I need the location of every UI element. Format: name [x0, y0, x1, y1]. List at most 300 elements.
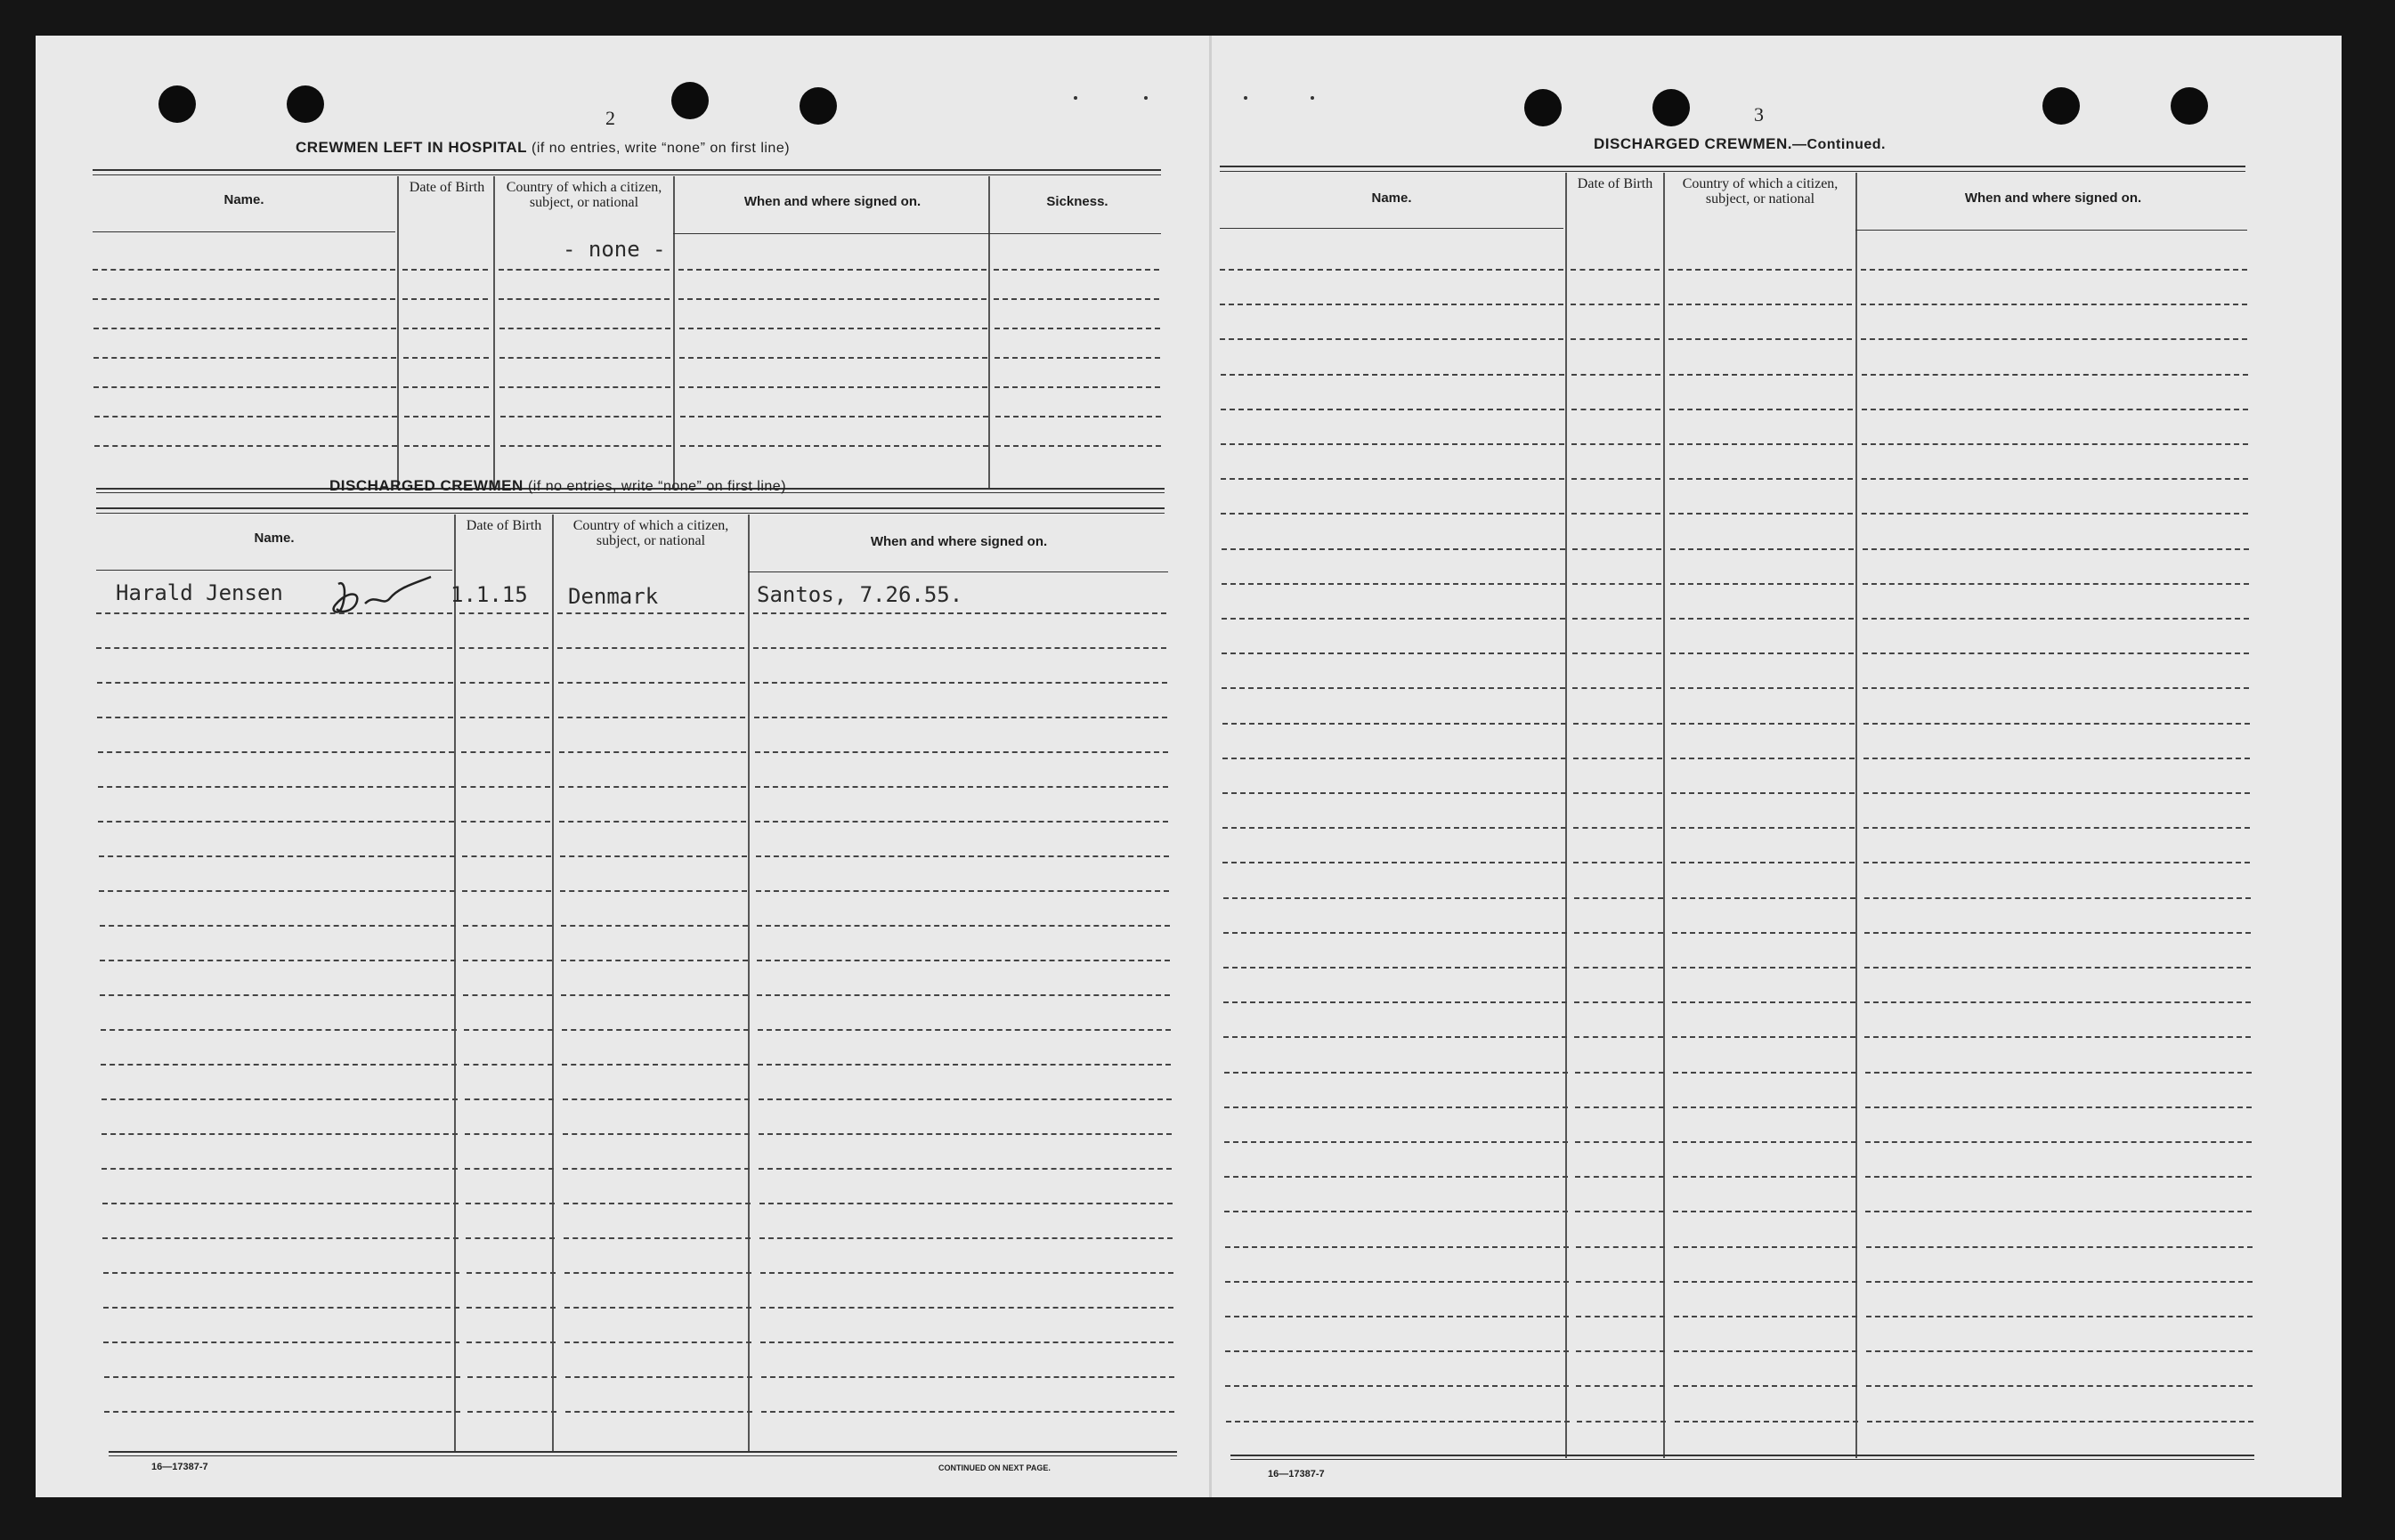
ruled-line [1863, 583, 2249, 585]
ruled-line [1865, 1141, 2252, 1143]
ruled-line [1670, 687, 1854, 689]
ruled-line [1863, 758, 2250, 759]
ruled-line [1671, 862, 1855, 863]
ruled-line [761, 1376, 1174, 1378]
col-country-header: Country of which a citizen, subject, or national [506, 180, 662, 210]
ruled-line [99, 890, 455, 892]
ruled-line [101, 1133, 458, 1135]
ruled-line [1223, 967, 1567, 969]
ruled-line [1864, 932, 2251, 934]
ruled-line [1675, 1421, 1858, 1422]
discharged-title: DISCHARGED CREWMEN [329, 477, 524, 494]
ruled-line [1571, 304, 1660, 305]
ruled-line [1866, 1316, 2253, 1317]
ruled-line [1575, 1176, 1664, 1178]
ruled-line [1571, 409, 1660, 410]
ruled-line [1220, 269, 1563, 271]
ruled-line [461, 751, 550, 753]
ruled-line [404, 416, 490, 417]
ruled-line [1221, 513, 1564, 515]
ruled-line [98, 786, 454, 788]
ruled-line [1672, 932, 1855, 934]
ruled-line [755, 821, 1168, 823]
discharged-title: DISCHARGED CREWMEN. [1594, 135, 1792, 152]
ruled-line [753, 647, 1166, 649]
ruled-line [499, 269, 670, 271]
ruled-line [759, 1098, 1172, 1100]
col-signed-header: When and where signed on. [1964, 190, 2142, 206]
ruled-line [1224, 1106, 1568, 1108]
ruled-line [1223, 932, 1567, 934]
ruled-line [558, 682, 745, 684]
ruled-line [1866, 1385, 2253, 1387]
ruled-line [97, 682, 453, 684]
ruled-line [565, 1411, 752, 1413]
ruled-line [560, 890, 747, 892]
ruled-line [1573, 758, 1662, 759]
ruled-line [1863, 687, 2249, 689]
ruled-line [1573, 723, 1662, 725]
ruled-line [1575, 1106, 1664, 1108]
ruled-line [1674, 1385, 1857, 1387]
ruled-line [561, 925, 748, 927]
ruled-line [94, 445, 397, 447]
ruled-line [1572, 687, 1661, 689]
ruled-line [463, 960, 552, 961]
ruled-line [759, 1168, 1172, 1170]
ruled-line [1576, 1316, 1665, 1317]
ruled-line [679, 328, 987, 329]
ruled-line [1674, 1281, 1857, 1283]
ruled-line [760, 1307, 1173, 1309]
col-sickness-header: Sickness. [1046, 194, 1108, 209]
ruled-line [558, 717, 745, 718]
ruled-line [760, 1272, 1173, 1274]
ruled-line [1573, 827, 1662, 829]
ruled-line [459, 647, 548, 649]
ruled-line [1572, 548, 1661, 550]
crewman-name: Harald Jensen [116, 580, 283, 605]
col-dob-header: Date of Birth [466, 518, 542, 533]
ruled-line [1220, 304, 1563, 305]
ledger-sheet [36, 36, 2342, 1497]
ruled-line [1673, 1072, 1856, 1074]
ruled-line [1220, 338, 1563, 340]
ruled-line [1576, 1281, 1665, 1283]
ruled-line [564, 1203, 751, 1204]
ruled-line [459, 612, 548, 614]
ruled-line [93, 298, 395, 300]
ruled-line [1862, 409, 2248, 410]
ruled-line [995, 416, 1161, 417]
ruled-line [402, 298, 488, 300]
ruled-line [1571, 478, 1660, 480]
col-name-header: Name. [254, 531, 295, 546]
ruled-line [1574, 932, 1663, 934]
ruled-line [464, 1064, 553, 1066]
discharged-instruction: (if no entries, write “none” on first line) [527, 479, 787, 494]
ruled-line [1861, 338, 2247, 340]
ruled-line [467, 1376, 556, 1378]
ruled-line [1672, 897, 1855, 899]
ruled-line [1225, 1246, 1569, 1248]
ruled-line [500, 416, 671, 417]
ruled-line [1224, 1211, 1568, 1212]
ruled-line [995, 357, 1160, 359]
ruled-line [1674, 1316, 1857, 1317]
ruled-line [1864, 967, 2251, 969]
ruled-line [1575, 1072, 1664, 1074]
ruled-line [1226, 1421, 1570, 1422]
ruled-line [466, 1237, 555, 1239]
ruled-line [1671, 827, 1855, 829]
ruled-line [1865, 1106, 2252, 1108]
ruled-line [1668, 304, 1852, 305]
ruled-line [1573, 862, 1662, 863]
ruled-line [1865, 1072, 2252, 1074]
ruled-line [1671, 723, 1855, 725]
ruled-line [564, 1237, 751, 1239]
ruled-line [1221, 478, 1564, 480]
ruled-line [1861, 304, 2247, 305]
ruled-line [462, 890, 551, 892]
ruled-line [753, 612, 1166, 614]
ruled-line [563, 1098, 750, 1100]
ruled-line [97, 717, 453, 718]
ruled-line [1864, 1001, 2251, 1003]
ruled-line [1221, 443, 1564, 445]
ruled-line [995, 386, 1160, 388]
ruled-line [1223, 1001, 1567, 1003]
ruled-line [561, 960, 748, 961]
ruled-line [1222, 827, 1566, 829]
ruled-line [1865, 1176, 2252, 1178]
ruled-line [561, 994, 748, 996]
ruled-line [463, 994, 552, 996]
ruled-line [500, 445, 671, 447]
ruled-line [467, 1307, 556, 1309]
ruled-line [1672, 967, 1855, 969]
ruled-line [1671, 758, 1855, 759]
col-dob-header: Date of Birth [409, 180, 485, 195]
ruled-line [562, 1029, 749, 1031]
ruled-line [1673, 1176, 1856, 1178]
ruled-line [557, 647, 744, 649]
ruled-line [1863, 652, 2249, 654]
ruled-line [1867, 1421, 2253, 1422]
ruled-line [93, 269, 395, 271]
left-page [36, 36, 1193, 1497]
ruled-line [463, 925, 552, 927]
form-number: 16—17387-7 [151, 1462, 208, 1472]
ruled-line [96, 612, 452, 614]
ruled-line [1572, 618, 1661, 620]
ruled-line [467, 1411, 556, 1413]
ruled-line [403, 357, 489, 359]
ruled-line [1674, 1350, 1857, 1352]
ruled-line [756, 890, 1169, 892]
ruled-line [103, 1307, 459, 1309]
ruled-line [100, 925, 456, 927]
ruled-line [1863, 827, 2250, 829]
ruled-line [758, 1029, 1171, 1031]
ruled-line [98, 751, 454, 753]
ruled-line [1863, 548, 2249, 550]
discharged-continued-title [1594, 135, 1886, 153]
ruled-line [559, 786, 746, 788]
ruled-line [1865, 1211, 2252, 1212]
ruled-line [464, 1029, 553, 1031]
ruled-line [465, 1168, 554, 1170]
continued-note: CONTINUED ON NEXT PAGE. [938, 1463, 1051, 1472]
ruled-line [499, 357, 670, 359]
ruled-line [1574, 897, 1663, 899]
ruled-line [1576, 1350, 1665, 1352]
ruled-line [402, 269, 488, 271]
ruled-line [93, 357, 396, 359]
ruled-line [1862, 513, 2248, 515]
ruled-line [1669, 513, 1853, 515]
ruled-line [1862, 374, 2248, 376]
ruled-line [1577, 1421, 1666, 1422]
ruled-line [460, 717, 549, 718]
ruled-line [1221, 409, 1564, 410]
ruled-line [1671, 792, 1855, 794]
ruled-line [1225, 1350, 1569, 1352]
ruled-line [1224, 1176, 1568, 1178]
ruled-line [1222, 758, 1566, 759]
ruled-line [754, 717, 1167, 718]
ruled-line [761, 1411, 1174, 1413]
ruled-line [1670, 548, 1854, 550]
ruled-line [99, 855, 455, 857]
ruled-line [560, 855, 747, 857]
ruled-line [466, 1203, 555, 1204]
ruled-line [678, 298, 986, 300]
ruled-line [1673, 1106, 1856, 1108]
ruled-line [103, 1272, 459, 1274]
ruled-line [1574, 967, 1663, 969]
ruled-line [1863, 723, 2250, 725]
ruled-line [564, 1272, 751, 1274]
ruled-line [1222, 548, 1565, 550]
ruled-line [1863, 862, 2250, 863]
ruled-line [1571, 269, 1660, 271]
page-number: 2 [605, 107, 615, 129]
ruled-line [755, 786, 1168, 788]
ruled-line [995, 445, 1161, 447]
ruled-line [1670, 652, 1854, 654]
ruled-line [1571, 443, 1660, 445]
ruled-line [101, 1098, 458, 1100]
ruled-line [1866, 1281, 2253, 1283]
crewman-country: Denmark [568, 584, 659, 609]
ruled-line [1222, 687, 1565, 689]
ruled-line [100, 960, 456, 961]
ruled-line [462, 855, 551, 857]
ruled-line [1673, 1211, 1856, 1212]
col-dob-header: Date of Birth [1577, 176, 1653, 191]
ruled-line [1861, 269, 2247, 271]
ruled-line [679, 357, 987, 359]
ruled-line [1222, 652, 1565, 654]
ruled-line [758, 1064, 1171, 1066]
hospital-title: CREWMEN LEFT IN HOSPITAL [296, 139, 527, 156]
ruled-line [1574, 1036, 1663, 1038]
ruled-line [1572, 652, 1661, 654]
ruled-line [562, 1064, 749, 1066]
ruled-line [994, 269, 1159, 271]
crewman-signed-on: Santos, 7.26.55. [757, 582, 963, 607]
ruled-line [1572, 583, 1661, 585]
ruled-line [1222, 583, 1565, 585]
ruled-line [759, 1133, 1172, 1135]
ruled-line [1866, 1246, 2253, 1248]
ruled-line [499, 328, 670, 329]
hospital-none-entry: - none - [563, 237, 666, 262]
col-country-header: Country of which a citizen, subject, or national [1682, 176, 1839, 207]
ruled-line [1225, 1316, 1569, 1317]
ruled-line [1668, 269, 1852, 271]
ruled-line [995, 328, 1160, 329]
ruled-line [1222, 723, 1566, 725]
ruled-line [563, 1133, 750, 1135]
col-signed-header: When and where signed on. [870, 534, 1048, 549]
ruled-line [757, 994, 1170, 996]
ruled-line [1576, 1246, 1665, 1248]
ruled-line [1223, 897, 1567, 899]
continued-label: —Continued. [1791, 137, 1886, 152]
ruled-line [93, 386, 396, 388]
ruled-line [101, 1064, 457, 1066]
ruled-line [1224, 1141, 1568, 1143]
ruled-line [1225, 1281, 1569, 1283]
ruled-line [1669, 478, 1853, 480]
ruled-line [465, 1098, 554, 1100]
page-fold [1209, 36, 1212, 1497]
ruled-line [403, 386, 489, 388]
ruled-line [754, 682, 1167, 684]
ruled-line [1222, 862, 1566, 863]
ruled-line [1862, 443, 2248, 445]
ruled-line [460, 682, 549, 684]
ruled-line [1669, 374, 1853, 376]
ruled-line [96, 647, 452, 649]
ruled-line [1672, 1036, 1855, 1038]
ruled-line [102, 1203, 459, 1204]
ruled-line [563, 1168, 750, 1170]
ruled-line [759, 1237, 1173, 1239]
ruled-line [103, 1341, 459, 1343]
right-page [1220, 36, 2342, 1497]
ruled-line [98, 821, 454, 823]
discharged-section-title [329, 477, 786, 495]
ruled-line [1224, 1072, 1568, 1074]
crewman-dob: 1.1.15 [451, 582, 528, 607]
ruled-line [1864, 897, 2251, 899]
ruled-line [104, 1411, 460, 1413]
ruled-line [101, 1168, 458, 1170]
ruled-line [1222, 792, 1566, 794]
hospital-instruction: (if no entries, write “none” on first line) [532, 141, 791, 156]
ruled-line [559, 751, 746, 753]
ruled-line [1669, 409, 1853, 410]
ruled-line [757, 960, 1170, 961]
ruled-line [1866, 1350, 2253, 1352]
hospital-section-title [296, 139, 790, 157]
ruled-line [465, 1133, 554, 1135]
ruled-line [1674, 1246, 1857, 1248]
ruled-line [499, 386, 670, 388]
ruled-line [1571, 338, 1660, 340]
ruled-line [104, 1376, 460, 1378]
ruled-line [1576, 1385, 1665, 1387]
ruled-line [1862, 478, 2248, 480]
ruled-line [1223, 1036, 1567, 1038]
ruled-line [1222, 618, 1565, 620]
ruled-line [1668, 338, 1852, 340]
ruled-line [1673, 1141, 1856, 1143]
ruled-line [1575, 1141, 1664, 1143]
col-name-header: Name. [1371, 190, 1412, 206]
ruled-line [499, 298, 670, 300]
ruled-line [467, 1272, 556, 1274]
col-name-header: Name. [223, 192, 264, 207]
ruled-line [101, 1029, 457, 1031]
ruled-line [102, 1237, 459, 1239]
ruled-line [1225, 1385, 1569, 1387]
ruled-line [461, 821, 550, 823]
ruled-line [461, 786, 550, 788]
col-country-header: Country of which a citizen, subject, or national [572, 518, 729, 548]
ruled-line [1864, 1036, 2251, 1038]
page-number: 3 [1754, 103, 1764, 126]
ruled-line [757, 925, 1170, 927]
ruled-line [93, 328, 396, 329]
ruled-line [1863, 618, 2249, 620]
ruled-line [759, 1203, 1173, 1204]
ruled-line [760, 1341, 1173, 1343]
ruled-line [564, 1341, 751, 1343]
ruled-line [1575, 1211, 1664, 1212]
ruled-line [1574, 1001, 1663, 1003]
ruled-line [1571, 374, 1660, 376]
ruled-line [1573, 792, 1662, 794]
ruled-line [1670, 583, 1854, 585]
ruled-line [680, 416, 988, 417]
ruled-line [404, 445, 490, 447]
ruled-line [1863, 792, 2250, 794]
ruled-line [559, 821, 746, 823]
ruled-line [94, 416, 397, 417]
ruled-line [100, 994, 456, 996]
ruled-line [678, 269, 986, 271]
ruled-line [1670, 618, 1854, 620]
ruled-line [755, 751, 1168, 753]
ruled-line [994, 298, 1159, 300]
ruled-line [403, 328, 489, 329]
ruled-line [557, 612, 744, 614]
ruled-line [756, 855, 1169, 857]
ruled-line [680, 445, 988, 447]
ruled-line [1672, 1001, 1855, 1003]
form-number: 16—17387-7 [1268, 1469, 1325, 1479]
ruled-line [565, 1376, 752, 1378]
ruled-line [1669, 443, 1853, 445]
col-signed-header: When and where signed on. [743, 194, 921, 209]
ruled-line [1221, 374, 1564, 376]
ruled-line [564, 1307, 751, 1309]
